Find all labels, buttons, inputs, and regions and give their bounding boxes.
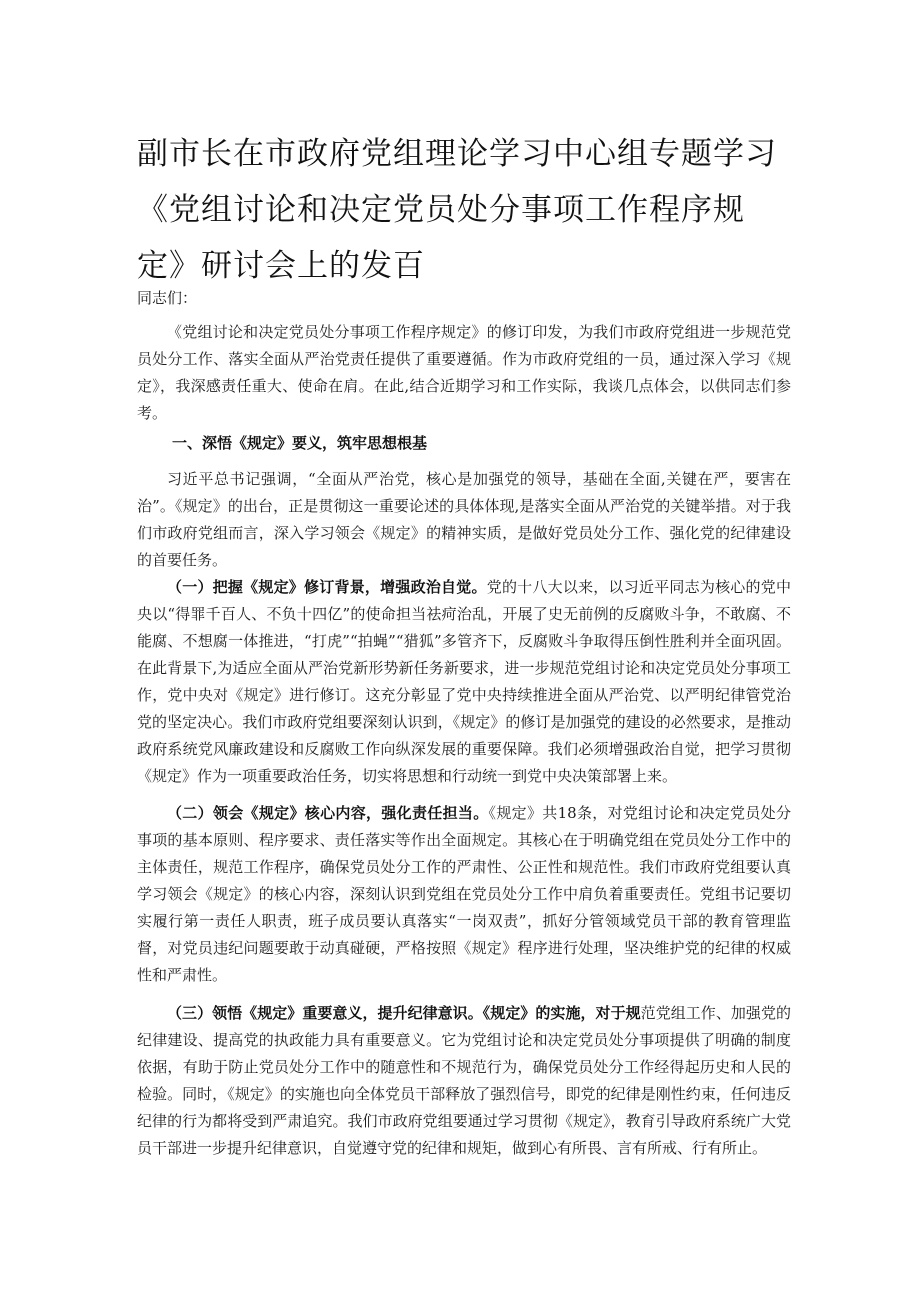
section-heading: 一、深悟《规定》要义，筑牢思想根基 [172, 434, 428, 452]
point-one-lead: （一）把握《规定》修订背景，增强政治自觉。 [167, 578, 487, 596]
point-three-text: 范党组工作、加强党的纪律建设、提高党的执政能力具有重要意义。它为党组讨论和决定党员处分事项提供了明确的制度依据，有助于防止党员处分工作中的随意性和不规范行为，确保党员处分工作经得起历史和人民的检验。同时，《规定》的实施也向全体党员干部释放了强烈信号，即党的纪律是刚性约束，任何违反纪律的行为都将受到严肃追究。我们市政府党组要通过学习贯彻《规定》，教育引导政府系统广大党员干部进一步提升纪律意识，自觉遵守党的纪律和规矩，做到心有所畏、言有所戒、行有所止。 [137, 1004, 791, 1157]
intro-paragraph: 《党组讨论和决定党员处分事项工作程序规定》的修订印发，为我们市政府党组进一步规范党员处分工作、落实全面从严治党责任提供了重要遵循。作为市政府党组的一员，通过深入学习《规定》，我深感责任重大、使命在肩。在此,结合近期学习和工作实际，我谈几点体会，以供同志们参考。 [137, 323, 791, 422]
point-two-lead: （二）领会《规定》核心内容，强化责任担当。 [167, 804, 489, 822]
salutation: 同志们： [137, 289, 198, 307]
point-three-paragraph [137, 1000, 791, 1162]
point-three-lead: （三）领悟《规定》重要意义，提升纪律意识。《规定》的实施，对于规 [167, 1004, 641, 1022]
point-two-text: 《规定》共18条，对党组讨论和决定党员处分事项的基本原则、程序要求、责任落实等作出全面规定。其核心在于明确党组在党员处分工作中的主体责任，规范工作程序，确保党员处分工作的严肃性、公正性和规范性。我们市政府党组要认真学习领会《规定》的核心内容，深刻认识到党组在党员处分工作中肩负着重要责任。党组书记要切实履行第一责任人职责，班子成员要认真落实“一岗双责”，抓好分管领域党员干部的教育管理监督，对党员违纪问题要敢于动真碰硬，严格按照《规定》程序进行处理，坚决维护党的纪律的权威性和严肃性。 [137, 804, 791, 984]
point-one-paragraph [137, 574, 791, 790]
section-paragraph: 习近平总书记强调，“全面从严治党，核心是加强党的领导，基础在全面,关键在严，要害在治”。《规定》的出台，正是贯彻这一重要论述的具体体现,是落实全面从严治党的关键举措。对于我们市政府党组而言，深入学习领会《规定》的精神实质，是做好党员处分工作、强化党的纪律建设的首要任务。 [137, 470, 791, 569]
document-title: 副市长在市政府党组理论学习中心组专题学习《党组讨论和决定党员处分事项工作程序规定》研讨会上的发百 [137, 136, 777, 284]
point-two-paragraph [137, 800, 791, 989]
point-one-text: 党的十八大以来，以习近平同志为核心的党中央以“得罪千百人、不负十四亿”的使命担当祛疴治乱，开展了史无前例的反腐败斗争，不敢腐、不能腐、不想腐一体推进，“打虎”“拍蝇”“猎狐”多管齐下，反腐败斗争取得压倒性胜利并全面巩固。在此背景下,为适应全面从严治党新形势新任务新要求，进一步规范党组讨论和决定党员处分事项工作，党中央对《规定》进行修订。这充分彰显了党中央持续推进全面从严治党、以严明纪律管党治党的坚定决心。我们市政府党组要深刻认识到，《规定》的修订是加强党的建设的必然要求，是推动政府系统党风廉政建设和反腐败工作向纵深发展的重要保障。我们必须增强政治自觉，把学习贯彻《规定》作为一项重要政治任务，切实将思想和行动统一到党中央决策部署上来。 [137, 578, 791, 785]
